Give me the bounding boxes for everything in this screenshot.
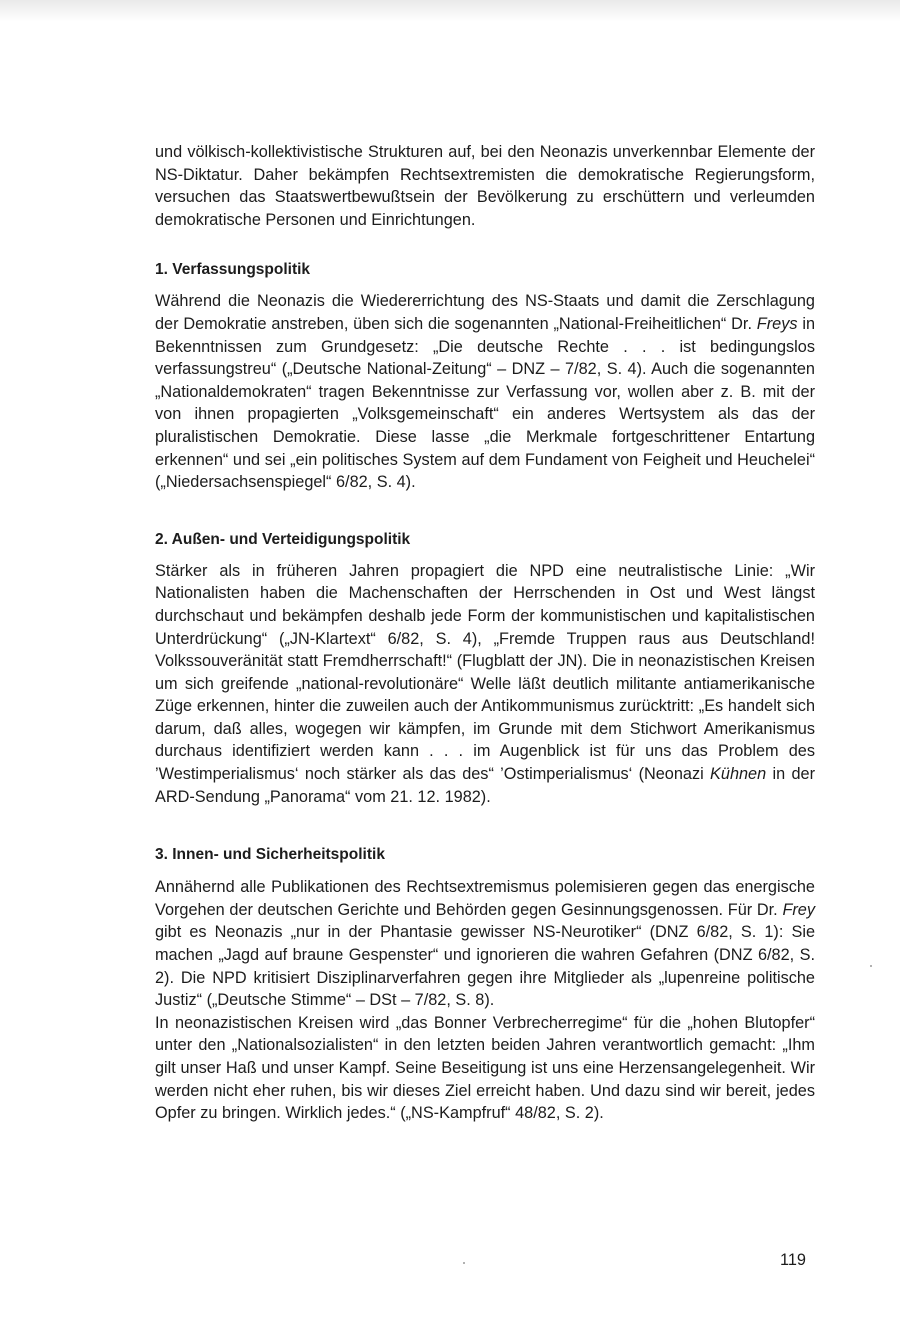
text-run: in der ARD-Sendung „Panorama“ vom 21. 12. 1982). <box>155 765 815 806</box>
section-body-aussenpolitik <box>155 560 815 809</box>
scan-speck <box>463 1262 465 1264</box>
page-content <box>155 141 815 1125</box>
section-body-innenpolitik <box>155 876 815 1012</box>
italic-name: Freys <box>756 314 798 333</box>
section-heading-innenpolitik: 3. Innen- und Sicherheitspolitik <box>155 846 385 864</box>
section-body-verfassungspolitik <box>155 290 815 493</box>
italic-name: Kühnen <box>710 765 767 784</box>
text-run: Während die Neonazis die Wiedererrichtung des NS-Staats und damit die Zerschlagung der Demokratie anstreben, üben sich die sogenannten „National-Freiheitlichen“ Dr. <box>155 292 815 333</box>
section-heading-verfassungspolitik: 1. Verfassungspolitik <box>155 261 311 279</box>
text-run: Annähernd alle Publikationen des Rechtsextremismus polemisieren gegen das energische Vorgehen der deutschen Gerichte und Behörden gegen Gesinnungsgenossen. Für Dr. <box>155 878 815 919</box>
text-run: in Bekenntnissen zum Grundgesetz: „Die deutsche Rechte . . . ist bedingungslos verfassungstreu“ („Deutsche National-Zeitung“ – DNZ – 7/82, S. 4). Auch die sogenannten „Nationaldemokraten“ tragen Bekenntnisse zur Verfassung vor, wollen aber z. B. mit der von ihnen propagierten „Volksgemeinschaft“ ein anderes Wertsystem als das der pluralistischen Demokratie. Diese lasse „die Merkmale fortgeschrittener Entartung erkennen“ und sei „ein politisches System auf dem Fundament von Feigheit und Heuchelei“ („Niedersachsenspiegel“ 6/82, S. 4). <box>155 314 815 492</box>
text-run: Stärker als in früheren Jahren propagiert die NPD eine neutralistische Linie: „Wir Nationalisten haben die Machenschaften der Herrschenden in Ost und West längst durchschaut und bekämpfen deshalb jede Form der kommunistischen und kapitalistischen Unterdrückung“ („JN-Klartext“ 6/82, S. 4), „Fremde Truppen raus aus Deutschland! Volkssouveränität statt Fremdherrschaft!“ (Flugblatt der JN). Die in neonazistischen Kreisen um sich greifende „national-revolutionäre“ Welle läßt deutlich militante antiamerikanische Züge erkennen, hinter die zuweilen auch der Antikommunismus zurücktritt: „Es handelt sich darum, daß alles, wogegen wir kämpfen, im Grunde mit dem Stichwort Amerikanismus durchaus identifiziert werden kann . . . im Augenblick ist für uns das Problem des ’Westimperialismus‘ noch stärker als das des“ ’Ostimperialismus‘ (Neonazi <box>155 561 815 784</box>
italic-name: Frey <box>782 900 815 919</box>
section-body-innenpolitik-continued: In neonazistischen Kreisen wird „das Bonner Verbrecherregime“ für die „hohen Blutopfer“ unter den „Nationalsozialisten“ in den letzten beiden Jahren verantwortlich gemacht: „Ihm gilt unser Haß und unser Kampf. Seine Beseitigung ist uns eine Herzensangelegenheit. Wir werden nicht eher ruhen, bis wir dieses Ziel erreicht haben. Und dazu sind wir bereit, jedes Opfer zu bringen. Wirklich jedes.“ („NS-Kampfruf“ 48/82, S. 2). <box>155 1013 815 1123</box>
scan-speck <box>870 965 872 967</box>
page-number: 119 <box>780 1251 806 1269</box>
scan-top-edge <box>0 0 900 22</box>
intro-paragraph: und völkisch-kollektivistische Strukturen auf, bei den Neonazis unverkennbar Elemente der NS-Diktatur. Daher bekämpfen Rechtsextremisten die demokratische Regierungsform, versuchen das Staatswertbewußtsein der Bevölkerung zu erschüttern und verleumden demokratische Personen und Einrichtungen. <box>155 143 815 229</box>
section-heading-aussenpolitik: 2. Außen- und Verteidigungspolitik <box>155 530 411 548</box>
text-run: gibt es Neonazis „nur in der Phantasie gewisser NS-Neurotiker“ (DNZ 6/82, S. 1): Sie machen „Jagd auf braune Gespenster“ und ignorieren die wahren Gefahren (DNZ 6/82, S. 2). Die NPD kritisiert Disziplinarverfahren gegen ihre Mitglieder als „lupenreine politische Justiz“ („Deutsche Stimme“ – DSt – 7/82, S. 8). <box>155 923 815 1010</box>
